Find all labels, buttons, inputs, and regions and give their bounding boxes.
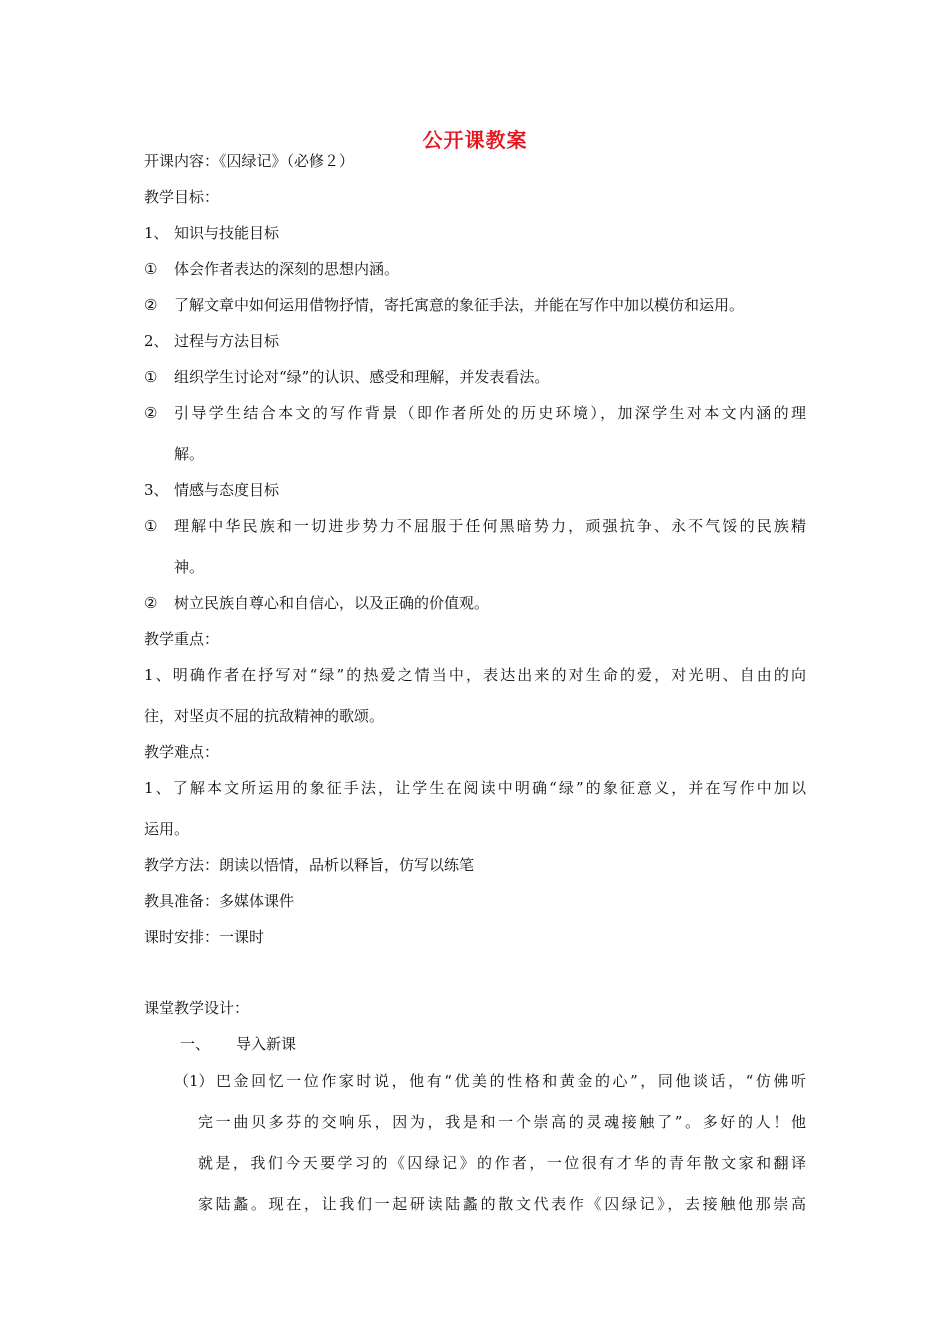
goal3-item2-mark: ② <box>144 594 158 612</box>
section1-number: 一、 <box>180 1035 211 1053</box>
key-points-line1: 1、明确作者在抒写对“绿”的热爱之情当中，表达出来的对生命的爱，对光明、自由的向 <box>144 666 806 684</box>
document-title: 公开课教案 <box>422 128 528 152</box>
difficulty-line2: 运用。 <box>144 820 190 838</box>
goal2-item2-line1: 引导学生结合本文的写作背景（即作者所处的历史环境），加深学生对本文内涵的理 <box>174 404 806 422</box>
para1-number: （1） <box>174 1072 214 1090</box>
goal1-title: 知识与技能目标 <box>174 224 280 242</box>
goal3-title: 情感与态度目标 <box>174 481 280 499</box>
teaching-tools: 教具准备：多媒体课件 <box>144 892 295 910</box>
para1-line4: 家陆蠡。现在，让我们一起研读陆蠡的散文代表作《囚绿记》，去接触他那崇高 <box>198 1195 806 1213</box>
goal1-item1-mark: ① <box>144 260 158 278</box>
para1-line3: 就是，我们今天要学习的《囚绿记》的作者，一位很有才华的青年散文家和翻译 <box>198 1154 806 1172</box>
key-points-heading: 教学重点： <box>144 630 220 648</box>
goal2-number: 2、 <box>144 332 169 350</box>
design-heading: 课堂教学设计： <box>144 999 250 1017</box>
goal2-item1-text: 组织学生讨论对“绿”的认识、感受和理解，并发表看法。 <box>174 368 550 386</box>
key-points-line2: 往，对坚贞不屈的抗敌精神的歌颂。 <box>144 707 385 725</box>
goal1-number: 1、 <box>144 224 169 242</box>
goal2-item2-line2: 解。 <box>174 445 205 463</box>
goal1-item2-text: 了解文章中如何运用借物抒情，寄托寓意的象征手法，并能在写作中加以模仿和运用。 <box>174 296 745 314</box>
section1-title: 导入新课 <box>236 1035 297 1053</box>
goal3-item1-line1: 理解中华民族和一切进步势力不屈服于任何黑暗势力，顽强抗争、永不气馁的民族精 <box>174 517 806 535</box>
course-content: 开课内容：《囚绿记》（必修２） <box>144 152 355 170</box>
difficulty-line1: 1、了解本文所运用的象征手法，让学生在阅读中明确“绿”的象征意义，并在写作中加以 <box>144 779 806 797</box>
para1-line1: 巴金回忆一位作家时说，他有“优美的性格和黄金的心”，同他谈话，“仿佛听 <box>216 1072 806 1090</box>
para1-line2: 完一曲贝多芬的交响乐，因为，我是和一个崇高的灵魂接触了”。多好的人！他 <box>198 1113 806 1131</box>
goal1-item1-text: 体会作者表达的深刻的思想内涵。 <box>174 260 400 278</box>
goal1-item2-mark: ② <box>144 296 158 314</box>
goal3-item1-line2: 神。 <box>174 558 205 576</box>
goal2-item2-mark: ② <box>144 404 158 422</box>
difficulty-heading: 教学难点： <box>144 743 220 761</box>
goal2-title: 过程与方法目标 <box>174 332 280 350</box>
goal3-item2-text: 树立民族自尊心和自信心，以及正确的价值观。 <box>174 594 490 612</box>
goal3-item1-mark: ① <box>144 517 158 535</box>
goal3-number: 3、 <box>144 481 169 499</box>
class-schedule: 课时安排：一课时 <box>144 928 265 946</box>
teaching-method: 教学方法：朗读以悟情，品析以释旨，仿写以练笔 <box>144 856 475 874</box>
goal2-item1-mark: ① <box>144 368 158 386</box>
objectives-heading: 教学目标： <box>144 188 220 206</box>
